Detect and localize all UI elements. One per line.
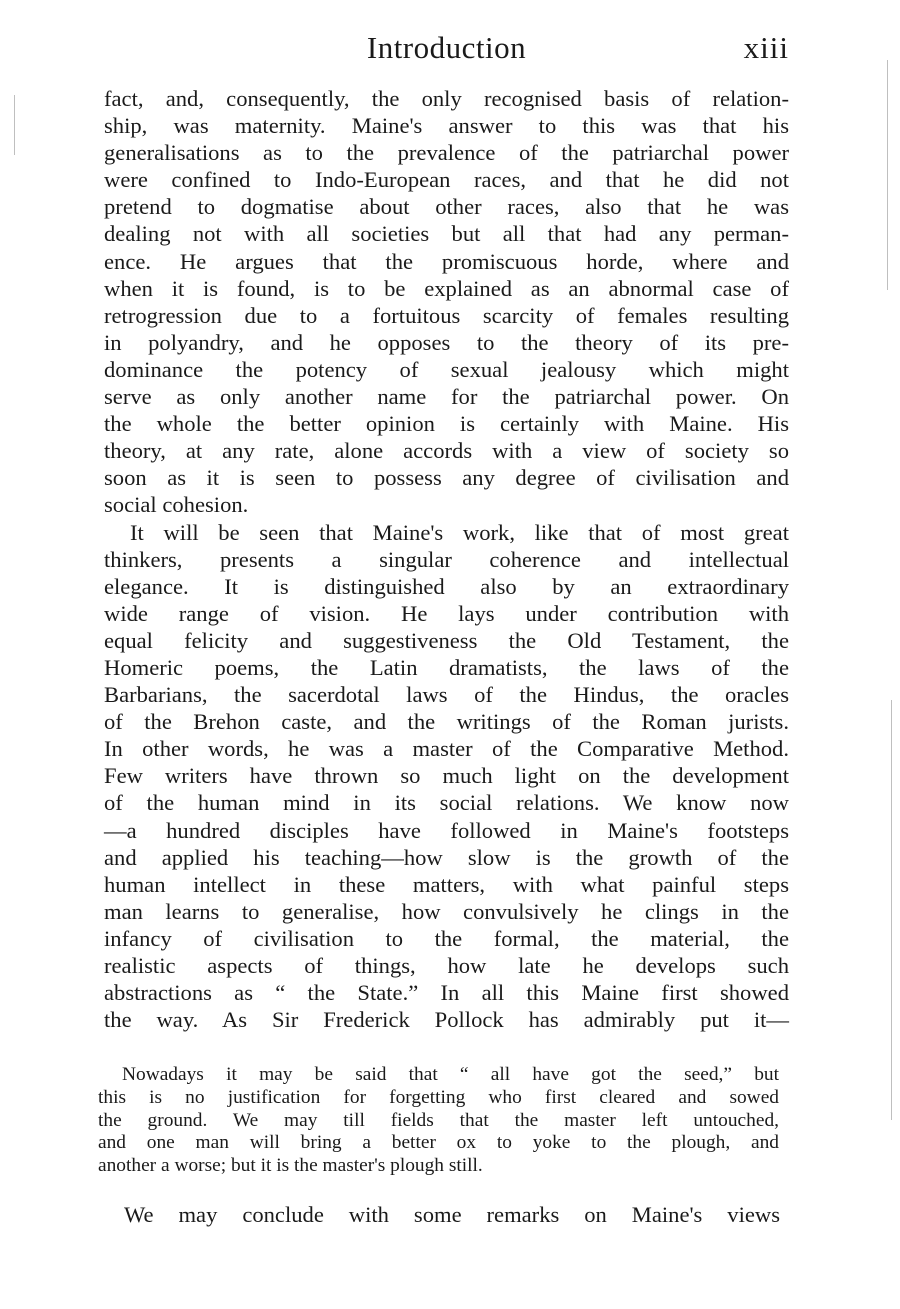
- closing-paragraph: [124, 1201, 780, 1228]
- text-line: wide range of vision. He lays under contribution with: [104, 600, 789, 626]
- page-number: xiii: [743, 30, 789, 65]
- text-line: human intellect in these matters, with what painful steps: [104, 871, 789, 897]
- text-line: ence. He argues that the promiscuous horde, where and: [104, 248, 789, 274]
- text-line: realistic aspects of things, how late he develops such: [104, 953, 789, 978]
- text-line: when it is found, is to be explained as an abnormal case of: [104, 275, 789, 301]
- quote-line: this is no justification for forgetting who first cleared and sowed: [98, 1086, 779, 1108]
- text-line: and applied his teaching—how slow is the growth of the: [104, 844, 789, 870]
- text-line: infancy of civilisation to the formal, the material, the: [104, 925, 789, 951]
- text-line: dominance the potency of sexual jealousy which might: [104, 356, 789, 382]
- text-line: dealing not with all societies but all that had any perman-: [104, 221, 789, 247]
- text-line: We may conclude with some remarks on Maine's views: [124, 1202, 780, 1227]
- paragraph: [104, 85, 789, 519]
- text-line: elegance. It is distinguished also by an extraordinary: [104, 573, 789, 599]
- block-quote: [98, 1064, 779, 1178]
- text-line: serve as only another name for the patriarchal power. On: [104, 384, 789, 410]
- text-line: —a hundred disciples have followed in Maine's footsteps: [104, 817, 789, 843]
- text-line: theory, at any rate, alone accords with a view of society so: [104, 438, 789, 464]
- scan-mark: [887, 60, 888, 290]
- text-line: abstractions as “ the State.” In all this Maine first showed: [104, 980, 789, 1006]
- text-line: in polyandry, and he opposes to the theory of its pre-: [104, 329, 789, 355]
- text-line: social cohesion.: [104, 492, 249, 518]
- text-line: fact, and, consequently, the only recognised basis of relation-: [104, 86, 789, 111]
- text-line: equal felicity and suggestiveness the Old Testament, the: [104, 627, 789, 653]
- quote-line: Nowadays it may be said that “ all have got the seed,” but: [122, 1064, 779, 1085]
- main-text: [104, 85, 789, 1033]
- text-line: thinkers, presents a singular coherence and intellectual: [104, 546, 789, 572]
- text-line: retrogression due to a fortuitous scarcity of females resulting: [104, 302, 789, 328]
- text-line: of the human mind in its social relations. We know now: [104, 790, 789, 816]
- text-line: were confined to Indo-European races, and that he did not: [104, 167, 789, 193]
- text-line: the whole the better opinion is certainly with Maine. His: [104, 411, 789, 437]
- running-header: [104, 30, 789, 70]
- text-line: Few writers have thrown so much light on the development: [104, 763, 789, 789]
- text-line: pretend to dogmatise about other races, also that he was: [104, 194, 789, 220]
- text-line: In other words, he was a master of the Comparative Method.: [104, 736, 789, 762]
- text-line: It will be seen that Maine's work, like that of most great: [130, 519, 789, 545]
- text-line: man learns to generalise, how convulsively he clings in the: [104, 898, 789, 924]
- text-line: soon as it is seen to possess any degree of civilisation and: [104, 465, 789, 491]
- text-line: ship, was maternity. Maine's answer to this was that his: [104, 113, 789, 139]
- text-line: of the Brehon caste, and the writings of the Roman jurists.: [104, 709, 789, 735]
- text-line: Homeric poems, the Latin dramatists, the laws of the: [104, 654, 789, 680]
- text-line: the way. As Sir Frederick Pollock has admirably put it—: [104, 1007, 789, 1033]
- scan-mark: [891, 700, 892, 1120]
- text-line: Barbarians, the sacerdotal laws of the Hindus, the oracles: [104, 682, 789, 708]
- quote-line: the ground. We may till fields that the master left untouched,: [98, 1109, 779, 1131]
- quote-line: and one man will bring a better ox to yoke to the plough, and: [98, 1132, 779, 1154]
- text-line: generalisations as to the prevalence of the patriarchal power: [104, 140, 789, 166]
- quote-line: another a worse; but it is the master's plough still.: [98, 1155, 483, 1177]
- scan-mark: [14, 95, 15, 155]
- paragraph: [104, 519, 789, 1034]
- chapter-title: Introduction: [366, 30, 527, 65]
